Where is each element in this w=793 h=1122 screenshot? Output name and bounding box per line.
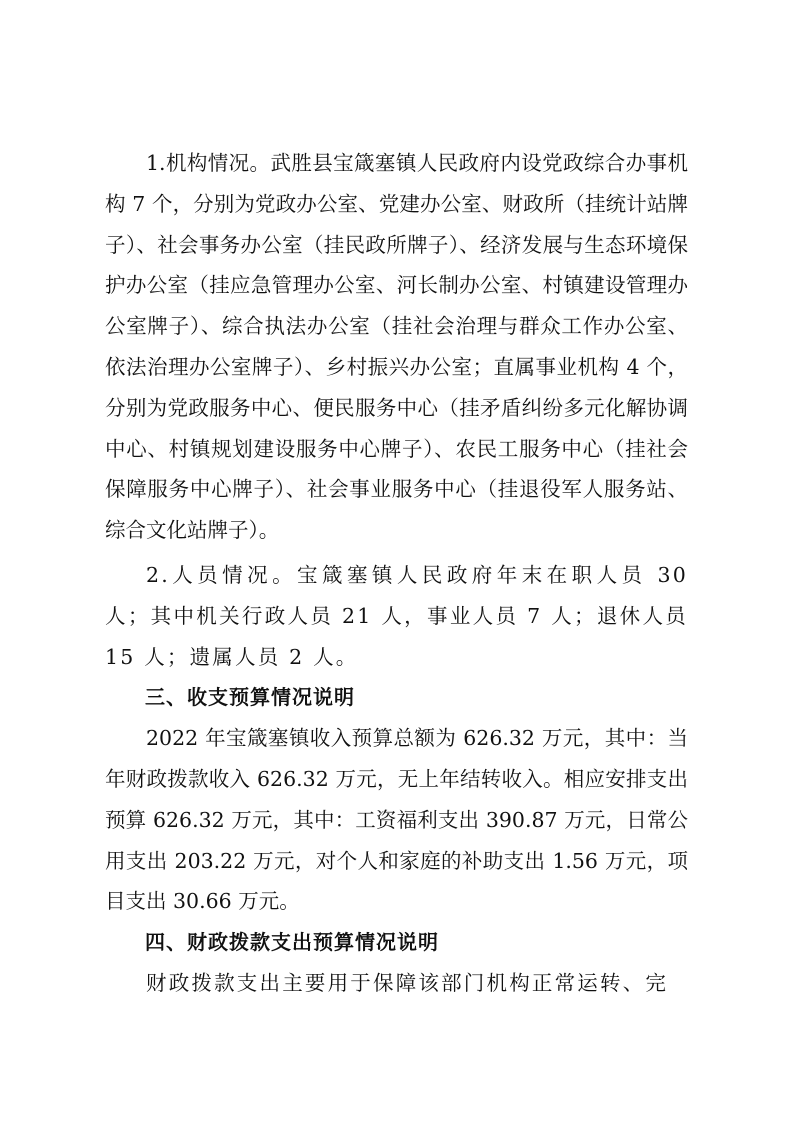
section-heading-appropriation: 四、财政拨款支出预算情况说明 xyxy=(145,930,439,955)
paragraph-institutions: 1.机构情况。武胜县宝箴塞镇人民政府内设党政综合办事机构 7 个，分别为党政办公室、党建办公室、财政所（挂统计站牌子）、社会事务办公室（挂民政所牌子）、经济发展与生态环境保护办公室（挂应急管理办公室、河长制办公室、村镇建设管理办公室牌子）、综合执法办公室（挂社会治理与群众工作办公室、依法治理办公室牌子）、乡村振兴办公室；直属事业机构 4 个，分别为党政服务中心、便民服务中心（挂矛盾纠纷多元化解协调中心、村镇规划建设服务中心牌子）、农民工服务中心（挂社会保障服务中心牌子）、社会事业服务中心（挂退役军人服务站、综合文化站牌子）。 xyxy=(105,151,688,543)
document-body xyxy=(105,143,688,1004)
section-heading-budget: 三、收支预算情况说明 xyxy=(145,685,355,710)
paragraph-budget: 2022 年宝箴塞镇收入预算总额为 626.32 万元，其中：当年财政拨款收入 626.32 万元，无上年结转收入。相应安排支出预算 626.32 万元，其中：工资福利支出 390.87 万元，日常公用支出 203.22 万元，对个人和家庭的补助支出 1.56 万元，项目支出 30.66 万元。 xyxy=(105,726,688,914)
paragraph-appropriation: 财政拨款支出主要用于保障该部门机构正常运转、完 xyxy=(146,970,669,995)
paragraph-personnel: 2.人员情况。宝箴塞镇人民政府年末在职人员 30 人；其中机关行政人员 21 人，事业人员 7 人；退休人员 15 人；遗属人员 2 人。 xyxy=(105,562,688,669)
